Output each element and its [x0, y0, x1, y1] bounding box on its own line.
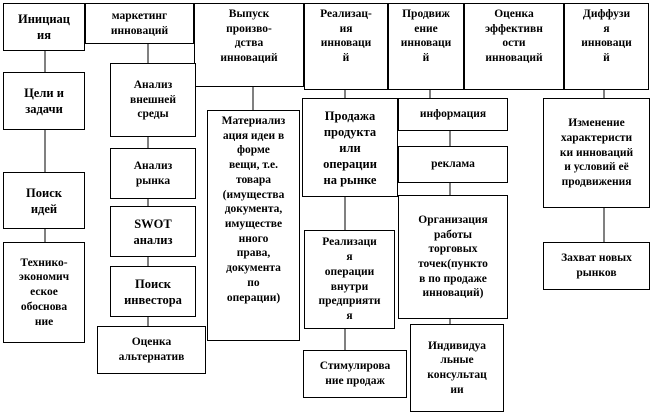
- step-alternatives: Оценка альтернатив: [97, 326, 206, 374]
- stage-diffusion: Диффузи я инноваци й: [564, 3, 649, 90]
- step-feasibility: Технико- экономич еское обоснова ние: [3, 242, 85, 343]
- step-internal-realization: Реализаци я операции внутри предприяти я: [304, 230, 395, 329]
- step-idea-search: Поиск идей: [3, 172, 85, 229]
- stage-initiation: Инициац ия: [3, 3, 85, 51]
- step-characteristics-change: Изменение характеристи ки инноваций и условий её продвижения: [543, 98, 650, 208]
- step-information: информация: [398, 98, 508, 131]
- stage-marketing: маркетинг инноваций: [85, 3, 194, 44]
- step-advertising: реклама: [398, 146, 508, 183]
- step-investor-search: Поиск инвестора: [110, 266, 196, 317]
- step-consultations: Индивидуа льные консультац ии: [410, 324, 504, 412]
- stage-release: Выпуск произво- дства инноваций: [194, 3, 304, 87]
- stage-realization: Реализац- ия инноваци й: [304, 3, 388, 90]
- step-materialization: Материализ ация идеи в форме вещи, т.е. товара (имущества документа, имуществе нного права, документа по операции): [207, 110, 300, 341]
- step-new-markets: Захват новых рынков: [543, 242, 650, 290]
- stage-sales-promotion: Продвиж ение инноваци й: [388, 3, 464, 90]
- step-external-analysis: Анализ внешней среды: [110, 63, 196, 137]
- stage-evaluation: Оценка эффективн ости инноваций: [464, 3, 564, 90]
- step-goals: Цели и задачи: [3, 72, 85, 130]
- step-product-sale: Продажа продукта или операции на рынке: [302, 98, 398, 197]
- step-sales-promotion: Стимулирова ние продаж: [303, 350, 407, 398]
- step-points-of-sale: Организация работы торговых точек(пункто в по продаже инноваций): [398, 195, 508, 319]
- step-market-analysis: Анализ рынка: [110, 148, 196, 199]
- step-swot-analysis: SWOT анализ: [110, 206, 196, 257]
